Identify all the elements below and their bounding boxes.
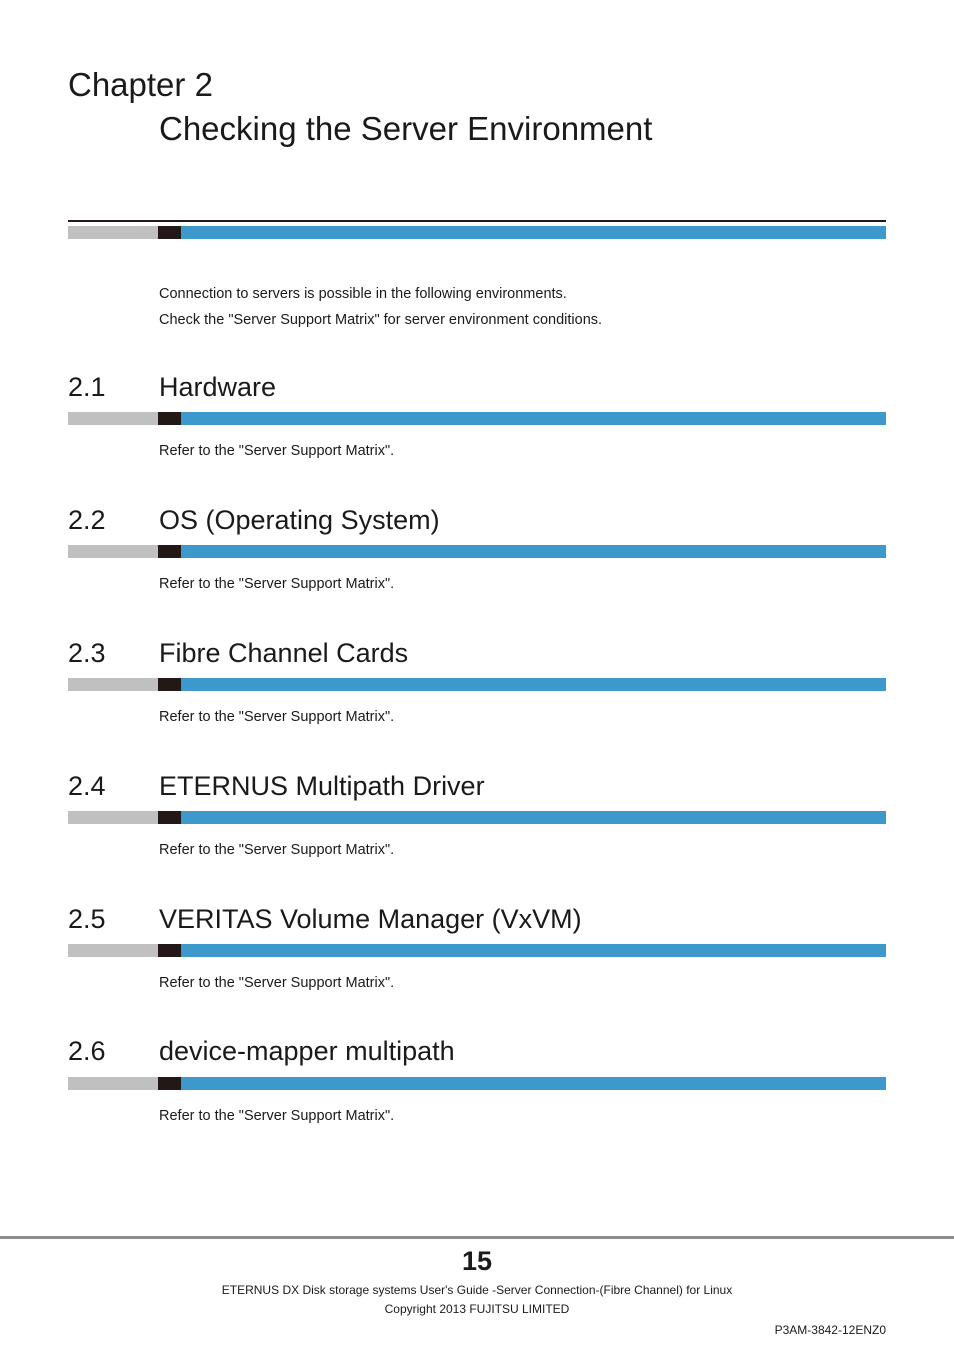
section-number: 2.2 [68,505,106,535]
section-bar [68,678,886,691]
bar-blue-segment [181,678,886,691]
bar-blue-segment [181,545,886,558]
section-title: OS (Operating System) [159,505,440,535]
section-body: Refer to the "Server Support Matrix". [159,576,395,592]
bar-gray-segment [68,811,158,824]
bar-dark-segment [158,944,181,957]
section-bar [68,811,886,824]
bar-dark-segment [158,226,181,239]
section-title: device-mapper multipath [159,1036,455,1066]
bar-gray-segment [68,944,158,957]
bar-blue-segment [181,811,886,824]
bar-gray-segment [68,678,158,691]
bar-blue-segment [181,1077,886,1090]
page-number: 15 [461,1246,493,1276]
section-bar [68,944,886,957]
section-bar [68,545,886,558]
section-number: 2.6 [68,1036,106,1066]
section-bar [68,412,886,425]
bar-dark-segment [158,412,181,425]
bar-blue-segment [181,412,886,425]
section-title: Hardware [159,372,277,402]
intro-line: Check the "Server Support Matrix" for server environment conditions. [159,312,603,328]
chapter-label: Chapter 2 [68,66,213,103]
section-body: Refer to the "Server Support Matrix". [159,443,395,459]
bar-dark-segment [158,545,181,558]
bar-gray-segment [68,545,158,558]
section-body: Refer to the "Server Support Matrix". [159,709,395,725]
section-bar [68,1077,886,1090]
section-body: Refer to the "Server Support Matrix". [159,975,395,991]
bar-gray-segment [68,1077,158,1090]
footer-rule [0,1236,954,1239]
chapter-bar [68,226,886,239]
bar-dark-segment [158,811,181,824]
bar-dark-segment [158,1077,181,1090]
intro-line: Connection to servers is possible in the following environments. [159,286,567,302]
section-number: 2.4 [68,771,106,801]
copyright: Copyright 2013 FUJITSU LIMITED [384,1302,570,1316]
section-title: VERITAS Volume Manager (VxVM) [159,904,582,934]
section-title: ETERNUS Multipath Driver [159,771,485,801]
section-body: Refer to the "Server Support Matrix". [159,1108,395,1124]
chapter-rule [68,220,886,222]
section-title: Fibre Channel Cards [159,638,409,668]
chapter-title: Checking the Server Environment [159,110,653,147]
chapter-intro [159,281,602,333]
section-number: 2.3 [68,638,106,668]
bar-dark-segment [158,678,181,691]
guide-title: ETERNUS DX Disk storage systems User's Guide -Server Connection-(Fibre Channel) for Linux [221,1283,733,1297]
section-number: 2.1 [68,372,106,402]
bar-gray-segment [68,412,158,425]
bar-blue-segment [181,944,886,957]
section-number: 2.5 [68,904,106,934]
bar-gray-segment [68,226,158,239]
document-code: P3AM-3842-12ENZ0 [774,1323,886,1337]
section-body: Refer to the "Server Support Matrix". [159,842,395,858]
bar-blue-segment [181,226,886,239]
